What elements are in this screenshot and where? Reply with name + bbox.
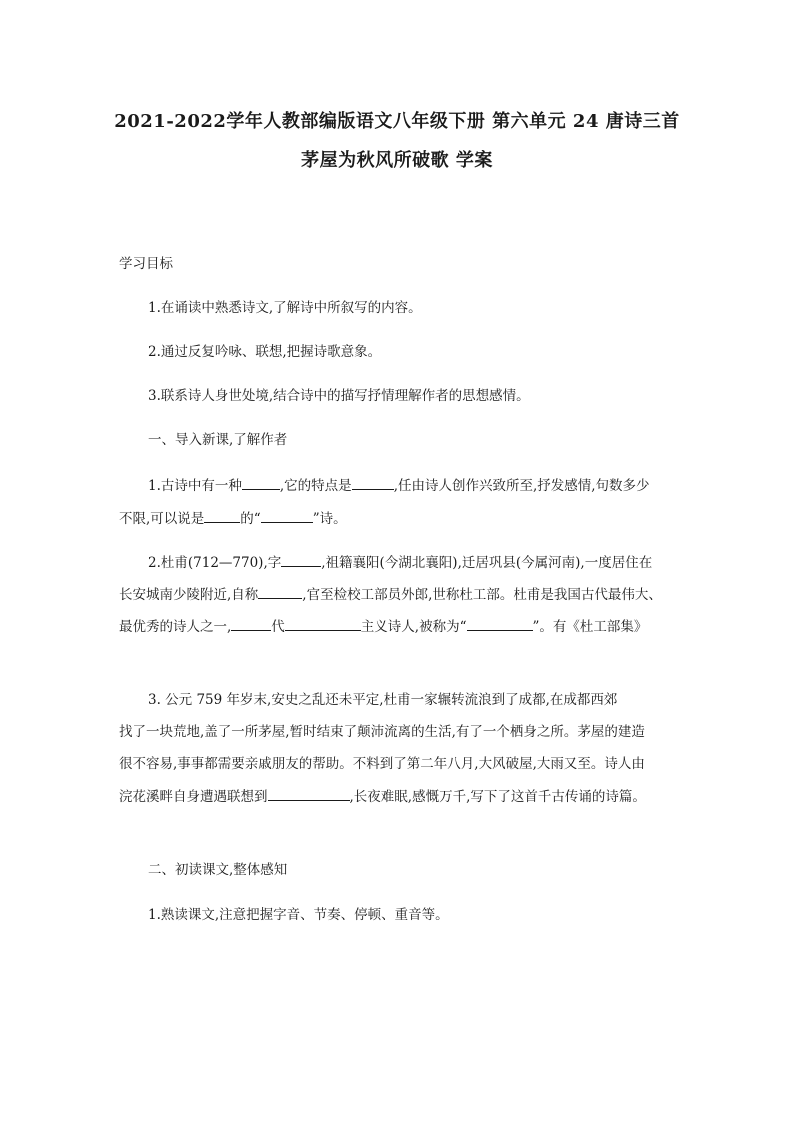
text-segment: ”。有《杜工部集》 (532, 619, 648, 635)
text-segment: 代 (271, 619, 285, 635)
document-title-line1: 2021-2022学年人教部编版语文八年级下册 第六单元 24 唐诗三首 (114, 111, 680, 132)
text-segment: 最优秀的诗人之一, (119, 619, 232, 635)
goal-item-3: 3.联系诗人身世处境,结合诗中的描写抒情理解作者的思想感情。 (148, 388, 530, 404)
text-segment: 2.杜甫(712—770),字 (148, 555, 282, 571)
text-segment: ,它的特点是 (279, 478, 352, 494)
text-segment: 的“ (240, 511, 261, 527)
section-heading-2: 二、初读课文,整体感知 (148, 862, 288, 878)
fill-blank[interactable] (268, 786, 350, 801)
question-2-line3 (119, 616, 647, 637)
reading-item-1: 1.熟读课文,注意把握字音、节奏、停顿、重音等。 (148, 907, 449, 923)
document-title-line2: 茅屋为秋风所破歌 学案 (301, 150, 493, 171)
question-2-line2 (119, 584, 662, 605)
fill-blank[interactable] (231, 616, 271, 631)
text-segment: 长安城南少陵附近,自称 (119, 587, 259, 603)
text-segment: 不限,可以说是 (119, 511, 205, 527)
text-segment: 1.古诗中有一种 (148, 478, 242, 494)
text-segment: 主义诗人,被称为“ (360, 619, 467, 635)
question-3-line1: 3. 公元 759 年岁末,安史之乱还未平定,杜甫一家辗转流浪到了成都,在成都西郊 (148, 692, 618, 708)
fill-blank[interactable] (242, 475, 280, 490)
section-heading-1: 一、导入新课,了解作者 (148, 432, 288, 448)
question-2-line1 (148, 552, 652, 573)
section-learning-goals: 学习目标 (119, 256, 173, 272)
text-segment: ,官至检校工部员外郎,世称杜工部。杜甫是我国古代最伟大、 (302, 587, 662, 603)
question-3-line3: 很不容易,事事都需要亲戚朋友的帮助。不料到了第二年八月,大风破屋,大雨又至。诗人由 (119, 756, 645, 772)
text-segment: 浣花溪畔自身遭遇联想到 (119, 789, 268, 805)
fill-blank[interactable] (261, 508, 313, 523)
fill-blank[interactable] (258, 584, 302, 599)
fill-blank[interactable] (281, 552, 321, 567)
text-segment: ”诗。 (312, 511, 347, 527)
text-segment: ,祖籍襄阳(今湖北襄阳),迁居巩县(今属河南),一度居住在 (321, 555, 653, 571)
text-segment: ,任由诗人创作兴致所至,抒发感情,句数多少 (393, 478, 650, 494)
question-1-line2 (119, 508, 347, 529)
text-segment: ,长夜难眠,感慨万千,写下了这首千古传诵的诗篇。 (349, 789, 646, 805)
fill-blank[interactable] (285, 616, 361, 631)
fill-blank[interactable] (204, 508, 240, 523)
fill-blank[interactable] (467, 616, 533, 631)
goal-item-2: 2.通过反复吟咏、联想,把握诗歌意象。 (148, 344, 382, 360)
question-1-line1 (148, 475, 650, 496)
question-3-line2: 找了一块荒地,盖了一所茅屋,暂时结束了颠沛流离的生活,有了一个栖身之所。茅屋的建造 (119, 724, 645, 740)
question-3-line4 (119, 786, 646, 807)
fill-blank[interactable] (352, 475, 394, 490)
goal-item-1: 1.在诵读中熟悉诗文,了解诗中所叙写的内容。 (148, 300, 422, 316)
